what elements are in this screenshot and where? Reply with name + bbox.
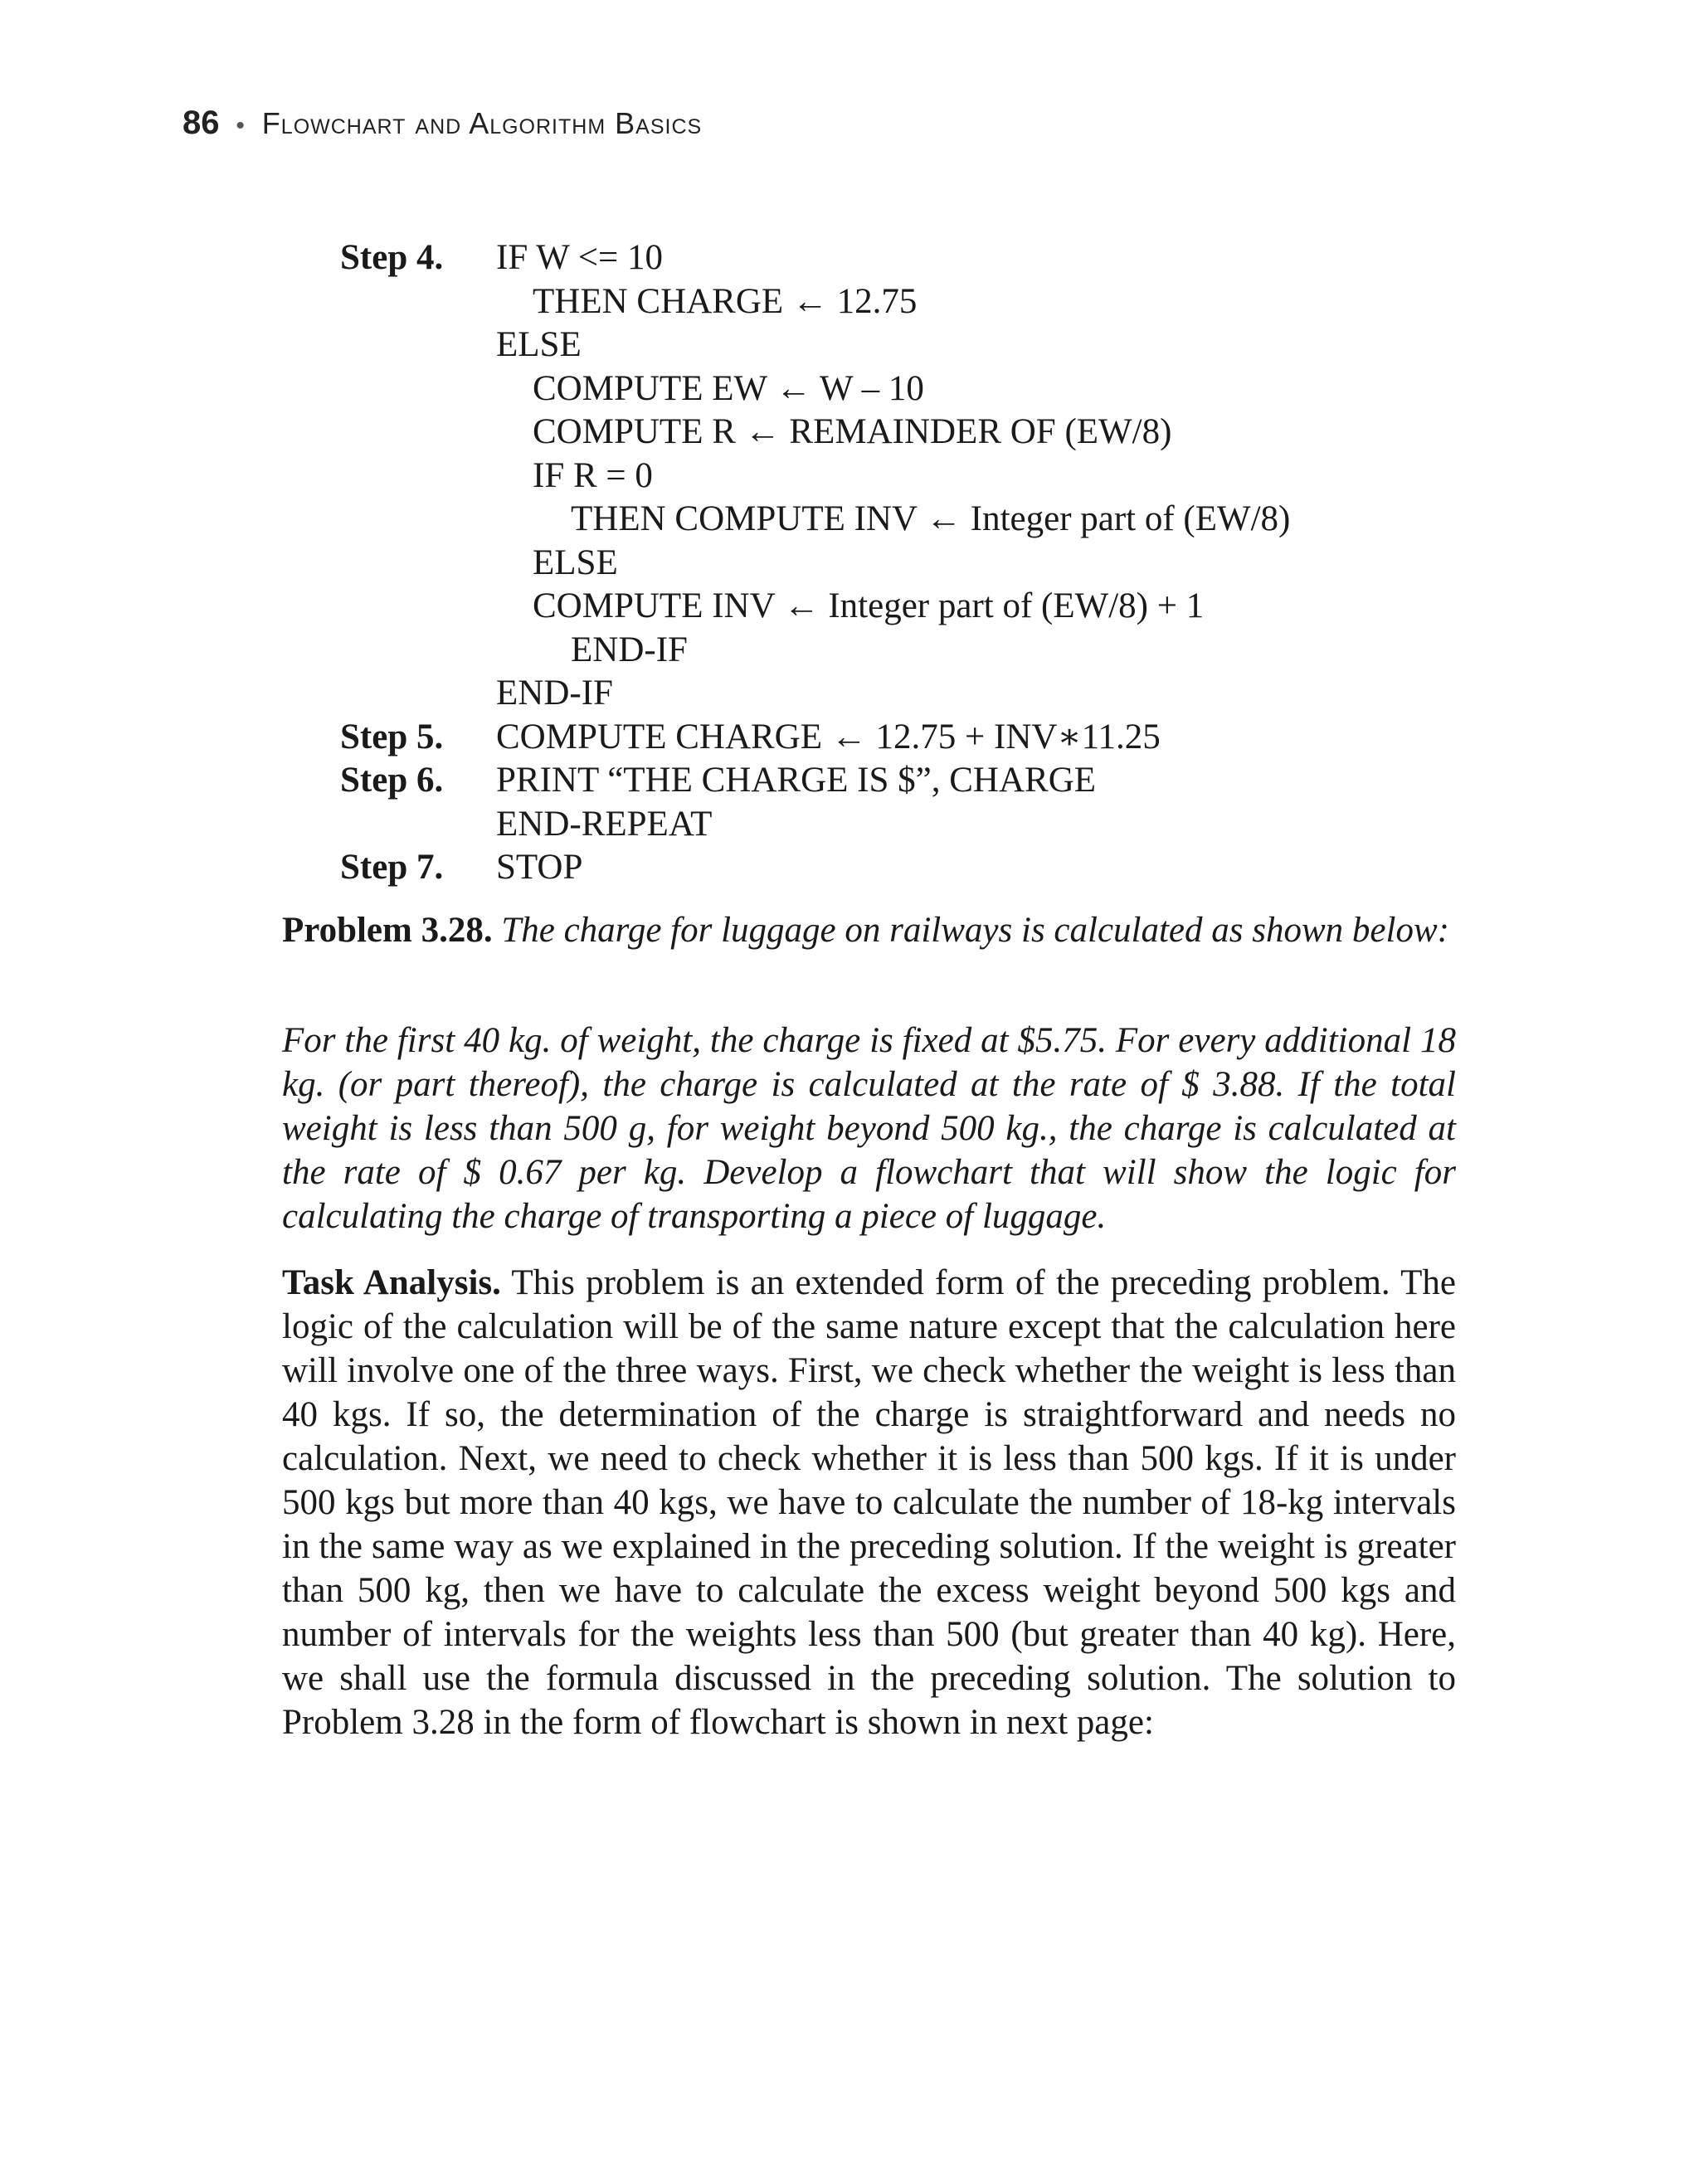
algorithm-code: END-IF [571,630,688,669]
algorithm-code: IF R = 0 [533,455,653,495]
step-label: Step 5. [340,717,444,756]
running-head [183,105,702,142]
page-number: 86 [183,105,220,141]
algorithm-code: ELSE [533,542,618,582]
algorithm-line [340,846,1460,890]
algorithm-code: COMPUTE R ← REMAINDER OF (EW/8) [533,412,1172,451]
algorithm-code: COMPUTE EW ← W – 10 [533,368,924,408]
header-separator: • [236,112,246,139]
algorithm-code: COMPUTE CHARGE ← 12.75 + INV∗11.25 [496,717,1161,756]
algorithm-code: END-REPEAT [496,804,713,844]
algorithm-line [340,542,1460,586]
algorithm-line [340,672,1460,716]
algorithm-steps [340,236,1460,890]
task-analysis-body: This problem is an extended form of the preceding problem. The logic of the calculation will be of the same nature except that the calculation here will involve one of the three ways. First, we check whether the weight is less than 40 kgs. If so, the determination of the charge is straightforward and needs no calculation. Next, we need to check whether it is less than 500 kgs. If it is under 500 kgs but more than 40 kgs, we have to calculate the number of 18-kg intervals in the same way as we explained in the preceding solution. If the weight is greater than 500 kg, then we have to calculate the excess weight beyond 500 kgs and number of intervals for the weights less than 500 (but greater than 40 kg). Here, we shall use the formula discussed in the preceding solution. The solution to Problem 3.28 in the form of flowchart is shown in next page: [282,1263,1456,1742]
step-label: Step 6. [340,761,444,800]
algorithm-line [340,236,1460,280]
step-label: Step 4. [340,238,444,277]
task-analysis-label: Task Analysis. [282,1263,501,1302]
algorithm-line [340,411,1460,455]
problem-heading [282,908,1456,952]
problem-statement: The charge for luggage on railways is calculated as shown below: [501,911,1449,950]
algorithm-code: THEN COMPUTE INV ← Integer part of (EW/8) [571,499,1291,538]
algorithm-line [340,498,1460,542]
task-analysis-paragraph [282,1261,1456,1744]
algorithm-line [340,803,1460,847]
algorithm-code: COMPUTE INV ← Integer part of (EW/8) + 1 [533,586,1205,625]
step-label: Step 7. [340,848,444,887]
algorithm-line [340,455,1460,499]
algorithm-code: THEN CHARGE ← 12.75 [533,281,918,321]
problem-details: For the first 40 kg. of weight, the charge is fixed at $5.75. For every additional 18 kg. (or part thereof), the charge is calculated at the rate of $ 3.88. If the total weight is less than 500 g, for weight beyond 500 kg., the charge is calculated at the rate of $ 0.67 per kg. Develop a flowchart that will show the logic for calculating the charge of transporting a piece of luggage. [282,1021,1456,1236]
algorithm-code: STOP [496,848,583,887]
algorithm-line [340,716,1460,760]
algorithm-line [340,629,1460,673]
book-title: Flowchart and Algorithm Basics [261,106,703,140]
algorithm-code: PRINT “THE CHARGE IS $”, CHARGE [496,761,1097,800]
algorithm-code: IF W <= 10 [496,238,664,277]
problem-label: Problem 3.28. [282,911,493,950]
algorithm-line [340,280,1460,324]
algorithm-line [340,585,1460,629]
algorithm-line [340,367,1460,411]
algorithm-line [340,323,1460,367]
algorithm-line [340,759,1460,803]
algorithm-code: END-IF [496,674,613,713]
algorithm-code: ELSE [496,325,582,364]
